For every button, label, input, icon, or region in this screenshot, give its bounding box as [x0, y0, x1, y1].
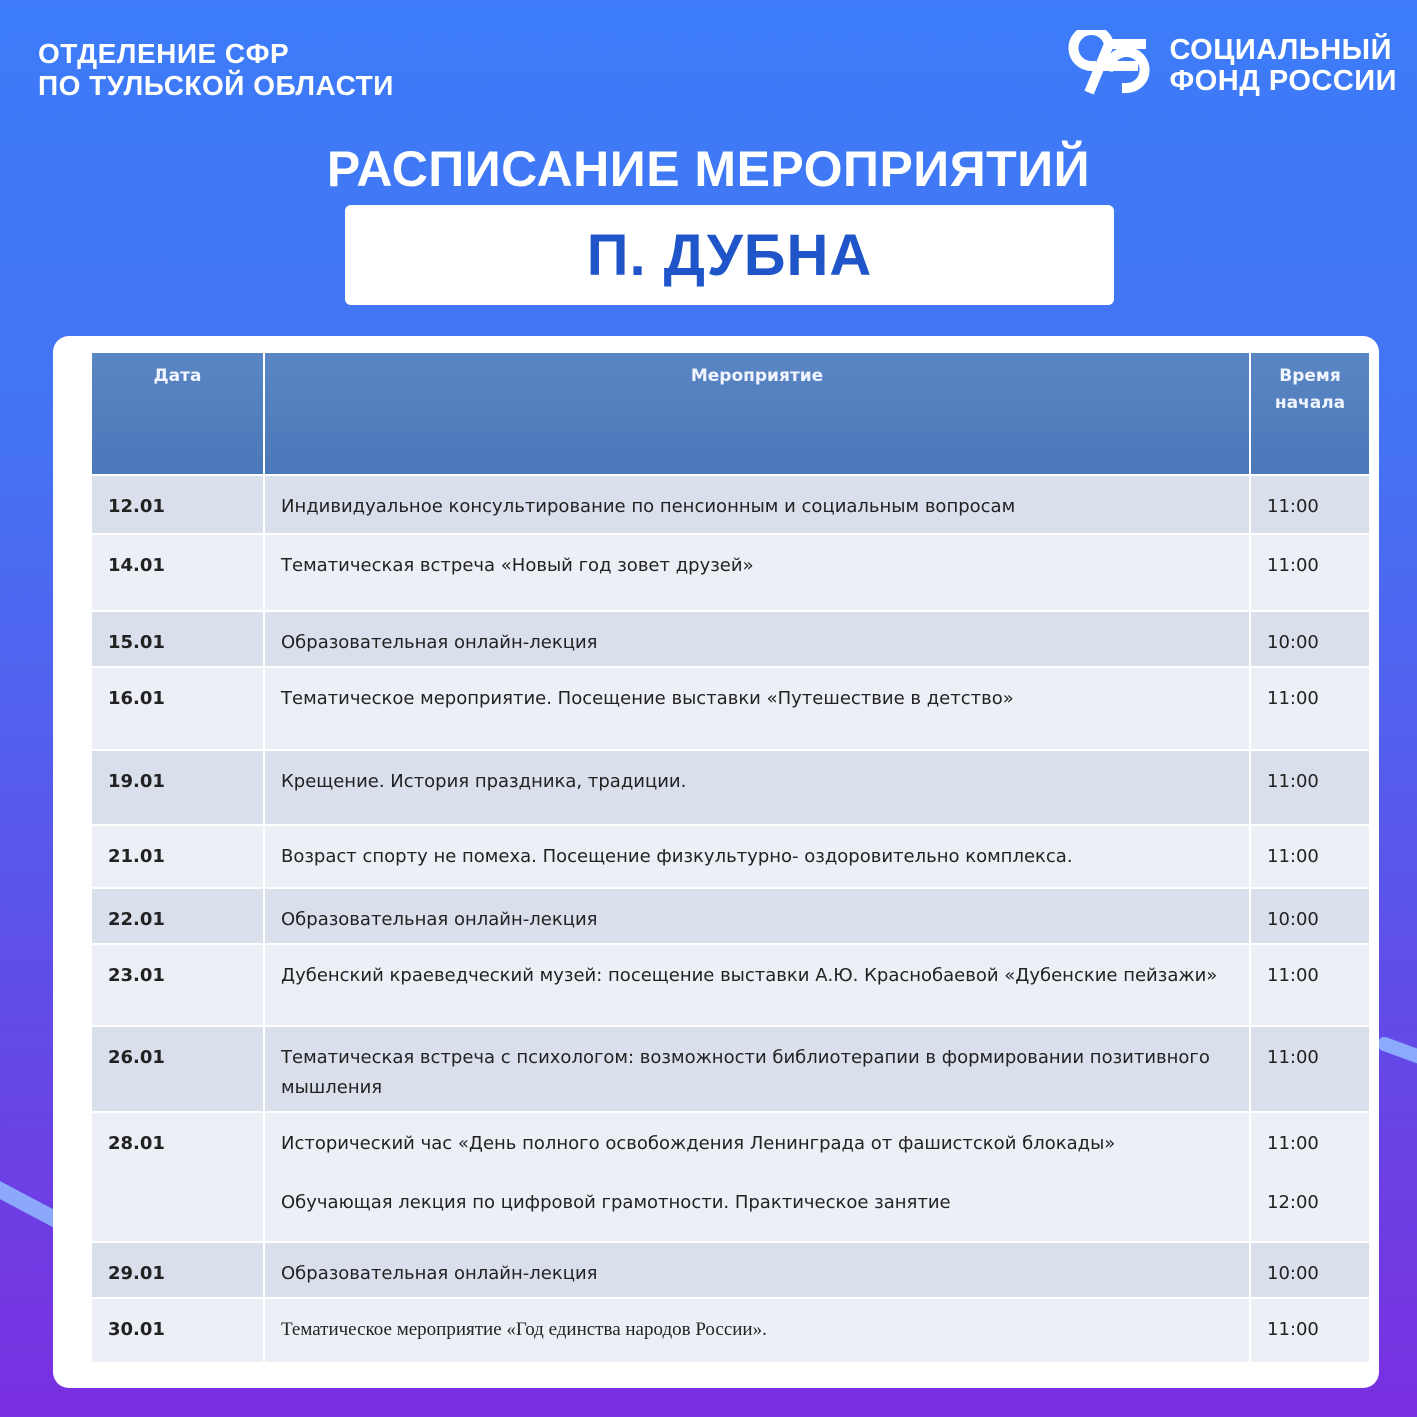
- row-date: 29.01: [92, 1242, 264, 1298]
- row-time: 11:00: [1250, 667, 1369, 750]
- column-header-time-line2: начала: [1274, 393, 1346, 413]
- org-name: [38, 38, 394, 102]
- row-event: Тематическое мероприятие. Посещение выставки «Путешествие в детство»: [264, 667, 1250, 750]
- row-date: 14.01: [92, 534, 264, 611]
- table-row: [92, 750, 1369, 825]
- table-row: [92, 1298, 1369, 1362]
- table-row: [92, 534, 1369, 611]
- table-header-row: [92, 353, 1369, 475]
- table-row: [92, 611, 1369, 667]
- table-row: [92, 1026, 1369, 1112]
- row-event: Возраст спорту не помеха. Посещение физкультурно- оздоровительно комплекса.: [264, 825, 1250, 888]
- row-date: 28.01: [92, 1112, 264, 1242]
- page-title: РАСПИСАНИЕ МЕРОПРИЯТИЙ: [326, 141, 1091, 197]
- row-time-cell: [1250, 1112, 1369, 1242]
- row-time: 11:00: [1250, 944, 1369, 1026]
- column-header-time: [1250, 353, 1369, 475]
- column-header-time-line1: Время: [1279, 366, 1341, 386]
- row-time: 10:00: [1250, 888, 1369, 944]
- row-date: 12.01: [92, 475, 264, 534]
- column-header-date: Дата: [92, 353, 264, 475]
- row-date: 21.01: [92, 825, 264, 888]
- table-row: [92, 944, 1369, 1026]
- decorative-stripe-right: [1375, 1035, 1417, 1079]
- location-name: П. ДУБНА: [586, 222, 873, 288]
- row-date: 16.01: [92, 667, 264, 750]
- row-event: Образовательная онлайн-лекция: [264, 1242, 1250, 1298]
- row-event: Образовательная онлайн-лекция: [264, 611, 1250, 667]
- table-row: [92, 1242, 1369, 1298]
- row-time: 11:00: [1250, 475, 1369, 534]
- brand-line1: СОЦИАЛЬНЫЙ: [1169, 34, 1392, 66]
- row-event: Тематическая встреча с психологом: возможности библиотерапии в формировании позитивного мышления: [264, 1026, 1250, 1112]
- row-date: 23.01: [92, 944, 264, 1026]
- table-row: [92, 1112, 1369, 1242]
- row-event: Исторический час «День полного освобождения Ленинграда от фашистской блокады»: [281, 1133, 1116, 1154]
- row-time: 11:00: [1250, 1026, 1369, 1112]
- row-event: Дубенский краеведческий музей: посещение выставки А.Ю. Краснобаевой «Дубенские пейзажи»: [264, 944, 1250, 1026]
- row-date: 15.01: [92, 611, 264, 667]
- sfr-logo-icon: [1063, 30, 1155, 102]
- table-row: [92, 825, 1369, 888]
- column-header-event: Мероприятие: [264, 353, 1250, 475]
- table-row: [92, 667, 1369, 750]
- org-name-line1: ОТДЕЛЕНИЕ СФР: [38, 38, 290, 69]
- row-event: Крещение. История праздника, традиции.: [264, 750, 1250, 825]
- row-event-cell: [264, 1112, 1250, 1242]
- table-row: [92, 475, 1369, 534]
- location-box: [345, 205, 1114, 305]
- row-date: 26.01: [92, 1026, 264, 1112]
- org-name-line2: ПО ТУЛЬСКОЙ ОБЛАСТИ: [38, 70, 394, 101]
- row-time: 10:00: [1250, 611, 1369, 667]
- row-date: 30.01: [92, 1298, 264, 1362]
- row-time: 11:00: [1250, 750, 1369, 825]
- row-time: 10:00: [1250, 1242, 1369, 1298]
- row-time: 11:00: [1250, 1298, 1369, 1362]
- schedule-card: [53, 336, 1379, 1388]
- row-event: Тематическое мероприятие «Год единства народов России».: [264, 1298, 1250, 1362]
- brand-line2: ФОНД РОССИИ: [1169, 65, 1397, 97]
- schedule-table: [92, 353, 1369, 1362]
- row-time-second: 12:00: [1267, 1192, 1319, 1213]
- row-date: 19.01: [92, 750, 264, 825]
- row-event: Индивидуальное консультирование по пенсионным и социальным вопросам: [264, 475, 1250, 534]
- brand: [1063, 30, 1397, 102]
- row-time: 11:00: [1250, 534, 1369, 611]
- row-date: 22.01: [92, 888, 264, 944]
- row-event: Тематическая встреча «Новый год зовет друзей»: [264, 534, 1250, 611]
- row-event-second: Обучающая лекция по цифровой грамотности. Практическое занятие: [281, 1192, 951, 1213]
- row-time: 11:00: [1267, 1133, 1319, 1154]
- row-event: Образовательная онлайн-лекция: [264, 888, 1250, 944]
- table-row: [92, 888, 1369, 944]
- row-time: 11:00: [1250, 825, 1369, 888]
